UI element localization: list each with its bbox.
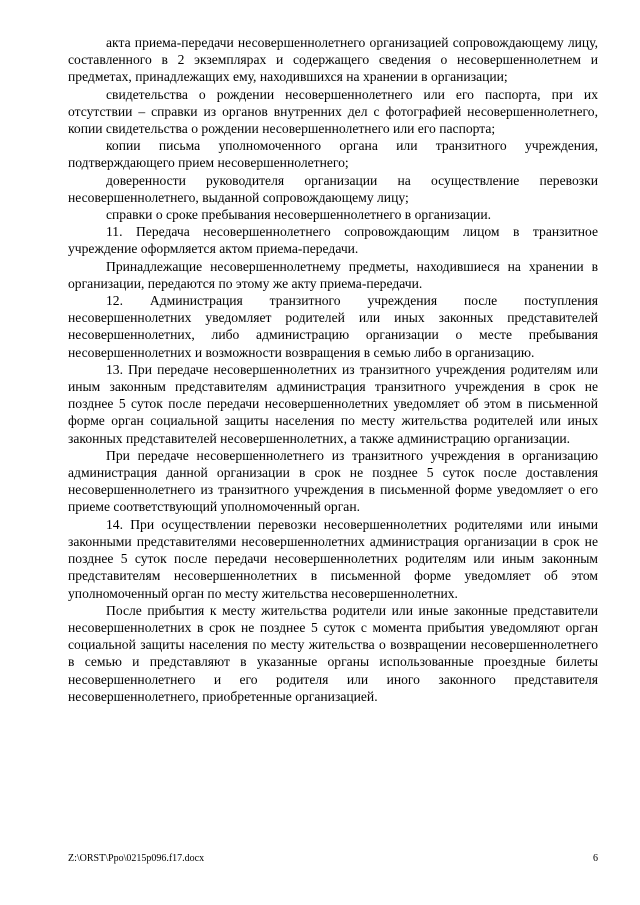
paragraph-clause-11: 11. Передача несовершеннолетнего сопровождающим лицом в транзитное учреждение оформляется актом приема-передачи. — [68, 224, 598, 257]
paragraph-act-transfer: акта приема-передачи несовершеннолетнего организацией сопровождающему лицу, составленного в 2 экземплярах и содержащего сведения о несовершеннолетнем и предметах, принадлежащих ему, находившихся на хранении в организации; — [68, 35, 598, 85]
footer-file-path: Z:\ORST\Ppo\0215p096.f17.docx — [68, 853, 205, 864]
paragraph-after-arrival: После прибытия к месту жительства родители или иные законные представители несовершеннолетних в срок не позднее 5 суток с момента прибытия уведомляют орган социальной защиты населения по месту жительства о возвращении несовершеннолетнего в семью и представляют в указанные органы использованные проездные билеты несовершеннолетнего и его родителя или иного законного представителя несовершеннолетнего, приобретенные организацией. — [68, 602, 598, 704]
paragraph-clause-13: 13. При передаче несовершеннолетних из транзитного учреждения родителям или иным законным представителям администрация транзитного учреждения в срок не позднее 5 суток после передачи несовершеннолетних уведомляет об этом в письменной форме орган социальной защиты населения по месту жительства родителей или иных законных представителей несовершеннолетних, а также администрацию организации. — [68, 361, 598, 446]
paragraph-letter-copy: копии письма уполномоченного органа или транзитного учреждения, подтверждающего прием несовершеннолетнего; — [68, 138, 598, 171]
paragraph-power-of-attorney: доверенности руководителя организации на осуществление перевозки несовершеннолетнего, выданной сопровождающему лицу; — [68, 172, 598, 205]
document-body — [68, 34, 598, 705]
paragraph-clause-12: 12. Администрация транзитного учреждения после поступления несовершеннолетних уведомляет родителей или иных законных представителей несовершеннолетних, либо администрацию организации о месте пребывания несовершеннолетних и возможности возвращения в семью либо в организацию. — [68, 293, 598, 360]
paragraph-belongings: Принадлежащие несовершеннолетнему предметы, находившиеся на хранении в организации, передаются по этому же акту приема-передачи. — [68, 258, 598, 291]
paragraph-birth-certificate: свидетельства о рождении несовершеннолетнего или его паспорта, при их отсутствии – справки из органов внутренних дел с фотографией несовершеннолетнего, копии свидетельства о рождении несовершеннолетнего или его паспорта; — [68, 86, 598, 137]
paragraph-stay-certificate: справки о сроке пребывания несовершеннолетнего в организации. — [106, 207, 491, 223]
paragraph-clause-14: 14. При осуществлении перевозки несовершеннолетних родителями или иными законными представителями несовершеннолетних администрация организации в срок не позднее 5 суток после передачи несовершеннолетних родителям или иным законным представителям несовершеннолетних в письменной форме уведомляет об этом уполномоченный орган по месту жительства несовершеннолетних. — [68, 516, 598, 601]
page-number: 6 — [593, 853, 598, 864]
paragraph-transfer-to-organization: При передаче несовершеннолетнего из транзитного учреждения в организацию администрация данной организации в срок не позднее 5 суток после доставления несовершеннолетнего из транзитного учреждения в письменной форме уведомляет о его приеме соответствующий уполномоченный орган. — [68, 447, 598, 515]
